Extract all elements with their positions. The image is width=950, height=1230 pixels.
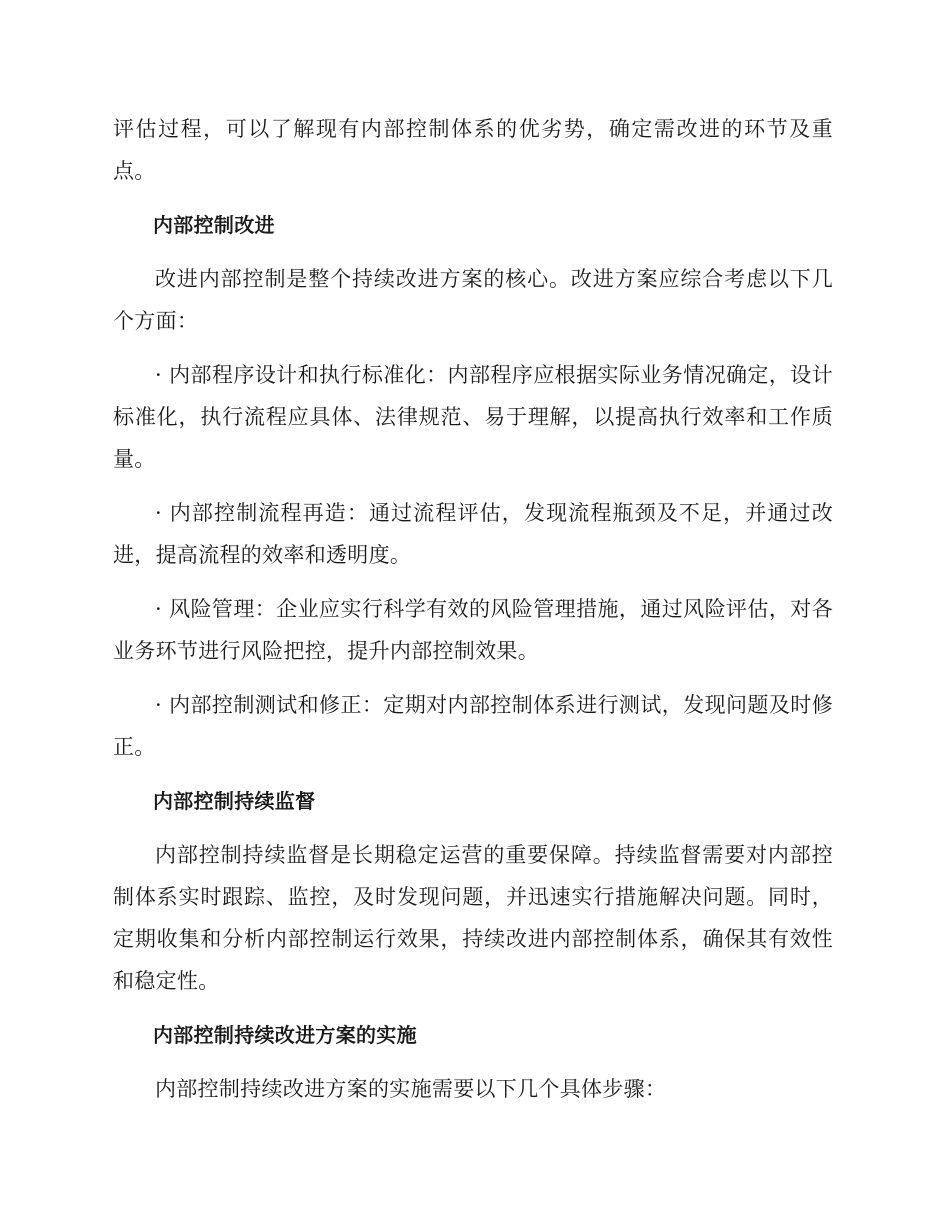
- bullet-item: · 内部程序设计和执行标准化：内部程序应根据实际业务情况确定，设计标准化，执行流程应具体、法律规范、易于理解，以提高执行效率和工作质量。: [113, 363, 833, 471]
- improvement-intro-paragraph: 改进内部控制是整个持续改进方案的核心。改进方案应综合考虑以下几个方面：: [113, 267, 833, 333]
- intro-paragraph: 评估过程，可以了解现有内部控制体系的优劣势，确定需改进的环节及重点。: [113, 117, 833, 183]
- bullet-item: · 内部控制测试和修正：定期对内部控制体系进行测试，发现问题及时修正。: [113, 693, 833, 759]
- section-heading-implementation: 内部控制持续改进方案的实施: [153, 1023, 417, 1047]
- implementation-intro-paragraph: 内部控制持续改进方案的实施需要以下几个具体步骤：: [155, 1077, 667, 1101]
- monitoring-paragraph: 内部控制持续监督是长期稳定运营的重要保障。持续监督需要对内部控制体系实时跟踪、监控，及时发现问题，并迅速实行措施解决问题。同时，定期收集和分析内部控制运行效果，持续改进内部控制体系，确保其有效性和稳定性。: [113, 843, 833, 993]
- bullet-item: · 内部控制流程再造：通过流程评估，发现流程瓶颈及不足，并通过改进，提高流程的效率和透明度。: [113, 501, 833, 567]
- bullet-item: · 风险管理：企业应实行科学有效的风险管理措施，通过风险评估，对各业务环节进行风险把控，提升内部控制效果。: [113, 597, 833, 663]
- section-heading-improvement: 内部控制改进: [153, 213, 275, 237]
- document-body: [113, 108, 833, 1122]
- section-heading-monitoring: 内部控制持续监督: [153, 789, 316, 813]
